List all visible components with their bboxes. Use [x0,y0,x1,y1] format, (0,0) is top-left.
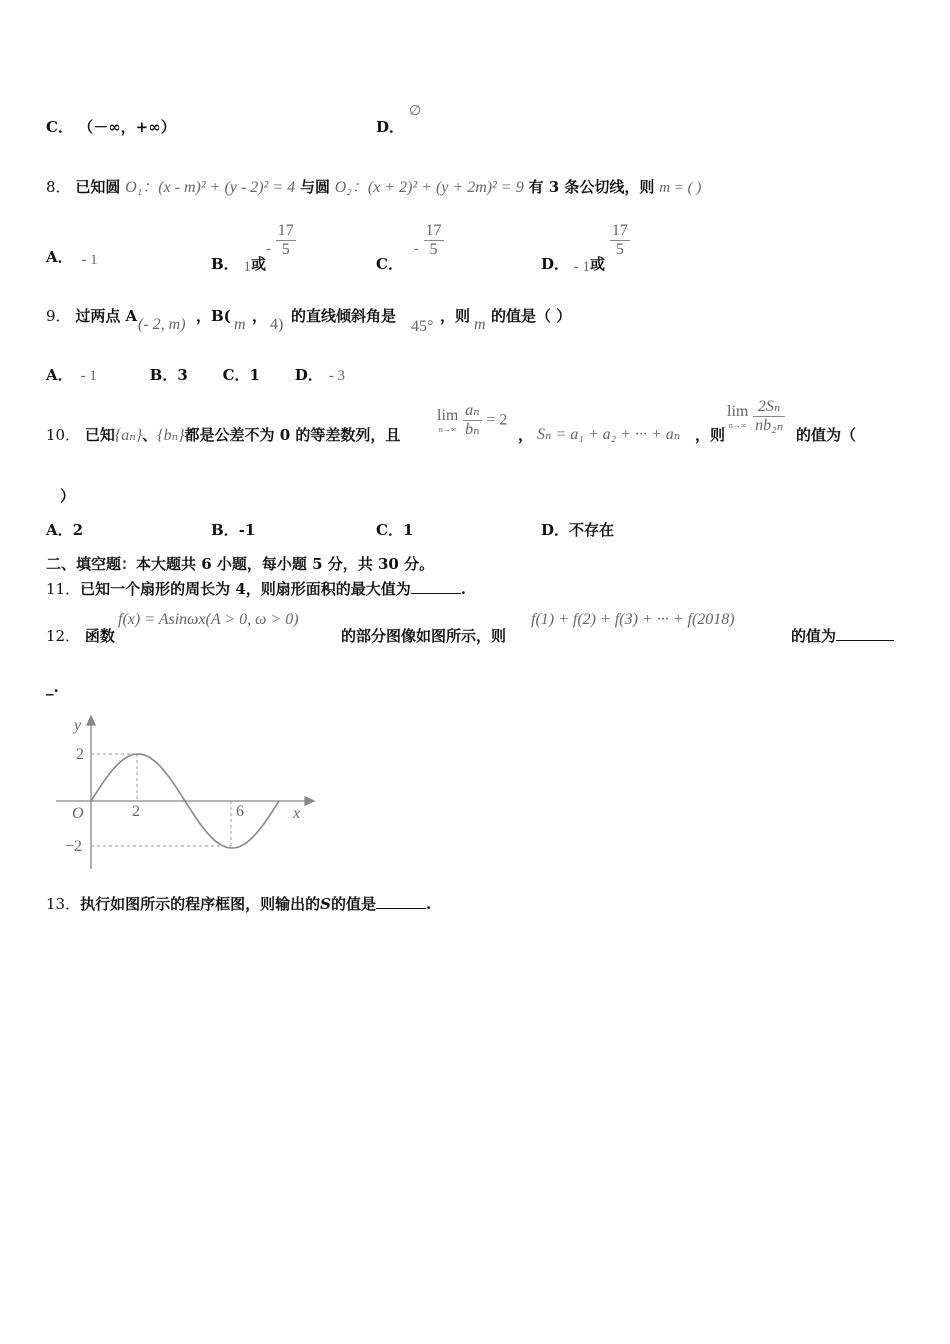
question-text: ， [518,426,534,444]
option-label: C． [376,521,403,539]
sine-graph [50,712,315,872]
question-text: 已知 [84,426,115,444]
q7-option-c [46,116,176,137]
option-label: D． [541,521,570,539]
question-12-end [791,625,894,646]
math-var: m [474,316,486,333]
question-text: 的值为（ [796,426,857,444]
question-text: ，B( [196,307,231,325]
section-title: 二、填空题：本大题共 6 小题，每小题 5 分，共 30 分。 [46,555,435,573]
fraction [424,222,444,259]
math-sum: Sₙ = a₁ + a₂ + ··· + aₙ [537,426,681,443]
limit-2 [727,398,785,435]
math-var: m [234,316,246,333]
answer-blank[interactable] [411,593,461,594]
numerator: 17 [425,222,442,239]
lim-operator [437,407,458,435]
question-number: 13． [46,895,81,913]
answer-blank[interactable] [376,908,426,909]
denominator: nb₂ₙ [755,417,784,434]
numerator: 2Sₙ [753,398,785,417]
question-text: 的部分图像如图所示，则 [341,627,507,645]
question-number: 12． [46,627,81,645]
question-text: . [460,580,466,598]
limit-1 [437,402,507,439]
option-label: C． [376,254,403,273]
question-8 [46,174,701,197]
question-text: 执行如图所示的程序框图，则输出的 [80,895,321,913]
question-text: 都是公差不为 0 的等差数列，且 [184,426,401,444]
question-text: ， [252,307,268,325]
option-text: -1 [238,521,256,539]
q8-option-d [541,222,630,275]
option-text: 1 [243,258,251,275]
question-text: 的值是（ ） [491,307,572,325]
question-number: 8． [46,178,71,196]
question-text: 已知一个扇形的周长为 4，则扇形面积的最大值为 [80,580,411,598]
lim-word: lim [437,406,459,424]
question-text: ，则 [695,426,726,444]
option-label: A． [46,248,73,266]
denominator: 5 [429,241,438,258]
fraction [276,222,296,259]
math-seq-b: {bₙ} [157,427,185,444]
option-label: B． [211,254,239,273]
q8-option-c [376,222,444,273]
denominator: 5 [281,241,290,258]
fraction [463,402,481,439]
denominator: bₙ [465,421,480,438]
question-number: 9． [46,307,71,325]
fraction [753,398,785,435]
math-point-a: (- 2, m) [138,316,186,333]
y-axis-label: y [74,717,82,734]
question-text: . [425,895,432,913]
math-var: S [320,895,331,913]
math-seq-a: {aₙ} [114,427,143,444]
option-text: - 1 [573,258,591,275]
empty-set-symbol: ∅ [409,104,422,119]
question-text: _. [46,678,59,696]
question-9 [46,305,137,326]
q10-option-c [376,519,413,540]
math-function: f(x) = Asinωx(A > 0, ω > 0) [118,611,299,628]
question-text: 的值为 [791,627,837,645]
q10-option-b [211,519,255,540]
option-label: C． [46,118,73,136]
fraction-sign: - [265,240,271,257]
option-label: A． [46,521,73,539]
option-text: - 3 [328,368,346,384]
lim-sub: n→∞ [438,424,457,434]
option-text: 1 [402,521,414,539]
q8-option-a [46,222,98,268]
q7-option-d [376,116,404,137]
question-text: 函数 [84,627,115,645]
question-text: ） [60,487,76,505]
option-label: D． [376,118,405,136]
y-tick-label-bottom: −2 [65,838,83,855]
option-label: D． [294,366,323,384]
fraction-sign: - [413,240,419,257]
x-axis-arrow-icon [305,797,314,805]
option-label: D． [541,254,570,273]
math-sum: f(1) + f(2) + f(3) + ··· + f(2018) [531,611,735,628]
x-tick-label-6: 6 [236,803,244,820]
option-text: （－∞，+∞） [78,118,176,136]
math-angle: 45° [411,318,434,335]
question-text: 有 3 条公切线，则 [528,178,655,196]
q10-option-d [541,519,614,540]
question-number: 10． [46,426,81,444]
or-text: 或 [590,254,606,273]
option-label: C． [222,366,250,384]
lim-word: lim [727,402,749,420]
origin-label: O [72,805,84,822]
option-text: 不存在 [569,521,615,539]
question-text: 、 [142,426,158,444]
question-text: 过两点 A [75,307,138,325]
or-text: 或 [250,254,266,273]
question-11 [46,578,466,599]
math-circle-1: O₁：(x - m)² + (y - 2)² = 4 [125,179,296,196]
math-ask: m = ( ) [659,180,702,196]
math-circle-2: O₂：(x + 2)² + (y + 2m)² = 9 [334,179,524,196]
numerator: 17 [277,222,294,239]
option-text: 2 [72,521,84,539]
question-10 [46,424,400,445]
option-text: - 1 [81,252,98,268]
question-12 [46,625,115,646]
x-tick-label-2: 2 [132,803,140,820]
question-text: 已知圆 [75,178,121,196]
y-tick-label-top: 2 [76,746,84,763]
numerator: aₙ [465,402,480,419]
option-text: 1 [249,366,260,384]
option-text: 3 [177,366,188,384]
option-text: - 1 [80,368,97,384]
numerator: 17 [611,222,628,239]
lim-sub: n→∞ [728,420,747,430]
option-label: B． [149,366,178,384]
y-axis-arrow-icon [87,716,95,725]
question-text: 与圆 [299,178,330,196]
question-13 [46,893,431,914]
math-value: 4) [270,316,284,333]
answer-blank[interactable] [836,640,894,641]
option-label: B． [211,521,239,539]
q10-option-a [46,519,83,540]
q8-option-b [211,222,296,275]
x-axis-label: x [293,805,301,822]
option-label: A． [46,366,73,384]
question-text: 的直线倾斜角是 [291,307,397,325]
question-text: 的值是 [330,895,376,913]
denominator: 5 [615,241,624,258]
lim-value: = 2 [486,411,508,429]
question-text: ，则 [440,307,471,325]
q9-options [46,364,345,385]
fraction [610,222,630,259]
question-number: 11． [46,580,81,598]
lim-operator [727,403,748,431]
